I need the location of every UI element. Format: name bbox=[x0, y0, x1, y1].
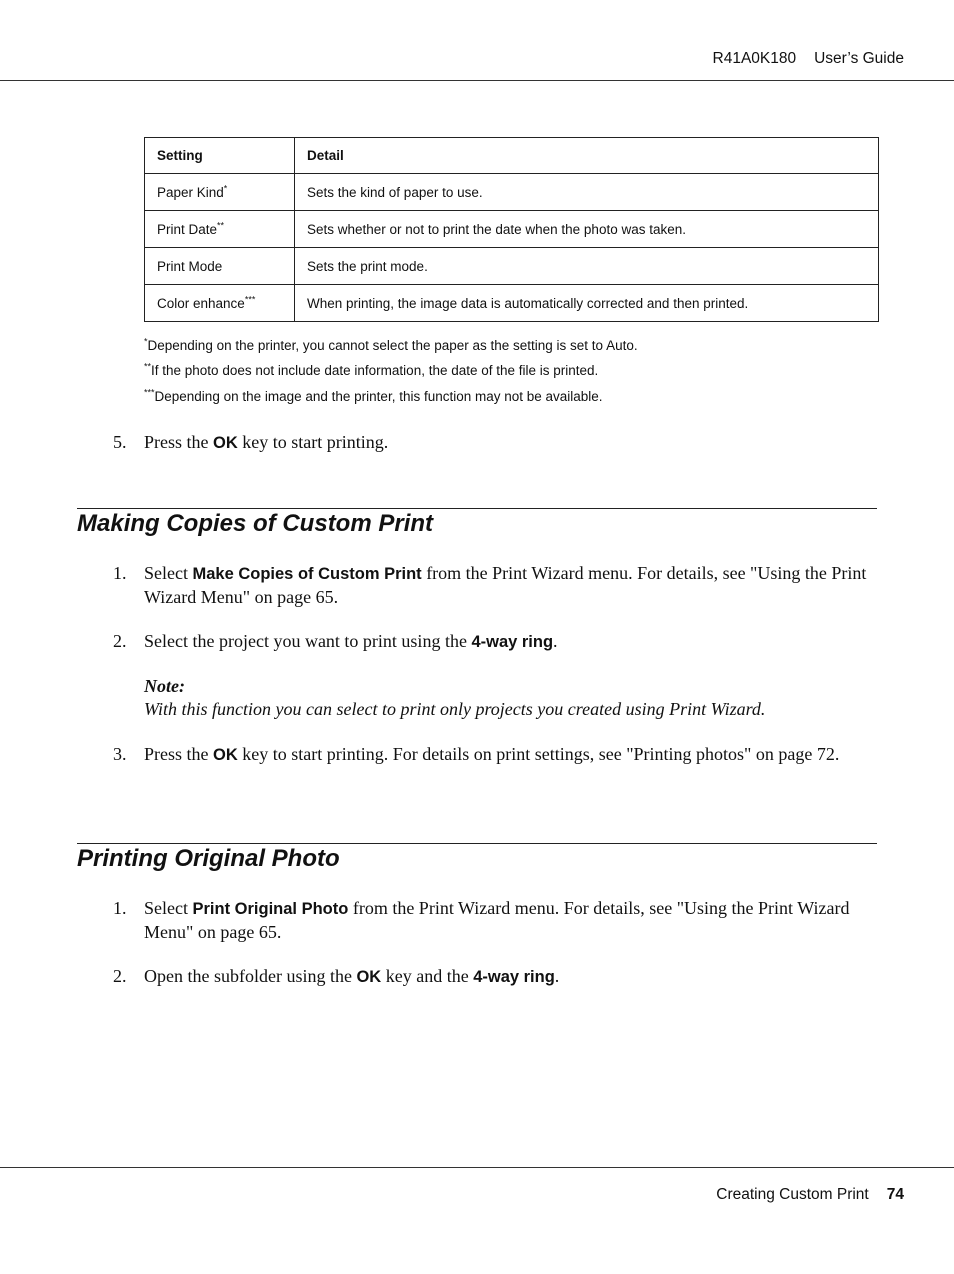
column-header-detail: Detail bbox=[295, 138, 879, 174]
settings-table bbox=[144, 137, 879, 322]
note-text: With this function you can select to print only projects you created using Print Wizard. bbox=[144, 698, 766, 719]
footnote: **If the photo does not include date information, the date of the file is printed. bbox=[144, 361, 599, 378]
table-header-row bbox=[145, 138, 879, 174]
step-number: 1. bbox=[113, 563, 127, 583]
step-item: 3. Press the OK key to start printing. For details on print settings, see "Printing photos" on page 72. bbox=[113, 744, 840, 764]
footnote: *Depending on the printer, you cannot select the paper as the setting is set to Auto. bbox=[144, 336, 638, 353]
running-footer bbox=[716, 1186, 904, 1204]
step-number: 3. bbox=[113, 744, 127, 764]
setting-cell: Print Date** bbox=[145, 211, 295, 248]
detail-cell: Sets the print mode. bbox=[295, 248, 879, 285]
detail-cell: Sets the kind of paper to use. bbox=[295, 174, 879, 211]
setting-cell: Color enhance*** bbox=[145, 285, 295, 322]
doc-code: R41A0K180 bbox=[712, 50, 797, 67]
step-number: 5. bbox=[113, 432, 127, 452]
step-item: 2. Open the subfolder using the OK key and the 4-way ring. bbox=[113, 966, 560, 986]
running-header bbox=[713, 50, 904, 68]
step-number: 2. bbox=[113, 631, 127, 651]
table-row bbox=[145, 285, 879, 322]
section-heading: Printing Original Photo bbox=[77, 845, 340, 872]
section-heading: Making Copies of Custom Print bbox=[77, 510, 434, 537]
step-item: 1. Select Make Copies of Custom Print from the Print Wizard menu. For details, see "Using the Print Wizard Menu" on page 65. bbox=[113, 563, 867, 607]
header-rule bbox=[0, 80, 954, 81]
step-number: 2. bbox=[113, 966, 127, 986]
footnote: ***Depending on the image and the printer, this function may not be available. bbox=[144, 387, 603, 404]
setting-cell: Paper Kind* bbox=[145, 174, 295, 211]
section-rule bbox=[77, 508, 877, 509]
section-rule bbox=[77, 843, 877, 844]
note-block bbox=[144, 675, 877, 720]
column-header-setting: Setting bbox=[145, 138, 295, 174]
table-row bbox=[145, 248, 879, 285]
step-item: 1. Select Print Original Photo from the Print Wizard menu. For details, see "Using the Print Wizard Menu" on page 65. bbox=[113, 898, 850, 942]
table-row bbox=[145, 174, 879, 211]
table-row bbox=[145, 211, 879, 248]
footer-rule bbox=[0, 1167, 954, 1168]
setting-cell: Print Mode bbox=[145, 248, 295, 285]
step-item: 5. Press the OK key to start printing. bbox=[113, 432, 389, 452]
page-number: 74 bbox=[886, 1186, 904, 1203]
detail-cell: When printing, the image data is automatically corrected and then printed. bbox=[295, 285, 879, 322]
doc-title: User’s Guide bbox=[814, 50, 904, 67]
step-item: 2. Select the project you want to print using the 4-way ring. bbox=[113, 631, 558, 651]
detail-cell: Sets whether or not to print the date when the photo was taken. bbox=[295, 211, 879, 248]
note-title: Note: bbox=[144, 676, 185, 696]
footer-section: Creating Custom Print bbox=[716, 1186, 869, 1203]
step-number: 1. bbox=[113, 898, 127, 918]
